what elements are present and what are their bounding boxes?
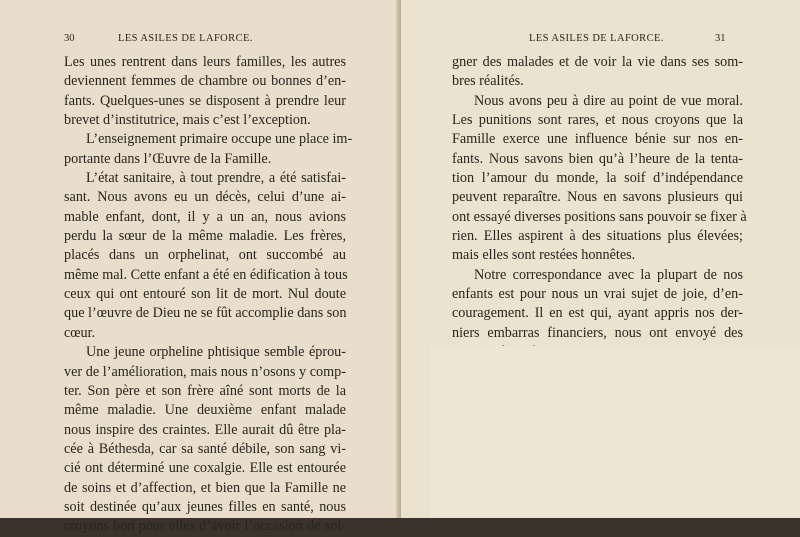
text-line: L’état sanitaire, à tout prendre, a été satisfai-: [86, 170, 346, 187]
text-line: cée à Béthesda, car sa santé débile, son sang vi-: [64, 440, 346, 457]
text-line: Les punitions sont rares, et nous croyons que la: [452, 112, 743, 129]
text-line: soit destinée qu’aux jeunes filles en santé, nous: [64, 498, 346, 515]
text-line: ceux qui ont entouré son lit de mort. Nul doute: [64, 286, 346, 303]
text-line: tion l’amour du monde, la soif d’indépendance: [452, 170, 743, 187]
text-line: peuvent reparaître. Nous en savons plusieurs qui: [452, 189, 743, 206]
body-text: [64, 53, 353, 537]
left-page: [0, 0, 399, 535]
text-line: niers embarras financiers, nous ont envoyé des: [452, 324, 743, 341]
text-line: L’enseignement primaire occupe une place im-: [86, 131, 353, 148]
text-line: Notre correspondance avec la plupart de nos: [474, 266, 743, 283]
text-line: enfants est pour nous un vrai sujet de joie, d’en-: [452, 286, 743, 303]
text-line: Nous avons peu à dire au point de vue moral.: [474, 92, 743, 109]
text-line: fants. Quelques-unes se disposent à prendre leur: [64, 92, 346, 109]
text-line: ter. Son père et son frère aîné sont morts de la: [64, 382, 346, 399]
text-line: mable enfant, dont, il y a un an, nous avions: [64, 208, 346, 225]
paper-patch: [430, 346, 800, 518]
text-line: cœur.: [64, 324, 96, 341]
text-line: nous inspire des craintes. Elle aurait dû être pla-: [64, 421, 346, 438]
text-line: de soins et d’affection, et bien que la Famille ne: [64, 479, 346, 496]
text-line: mais elles sont restées honnêtes.: [452, 247, 636, 264]
text-line: Famille exerce une influence bénie sur nos en-: [452, 131, 743, 148]
text-line: cié ont déterminé une coxalgie. Elle est entourée: [64, 460, 346, 477]
page-number: 30: [64, 33, 75, 44]
text-line: fants. Nous savons bien qu’à l’heure de la tenta-: [452, 150, 743, 167]
text-line: couragement. Il en est qui, ayant appris nos der-: [452, 305, 743, 322]
running-head: LES ASILES DE LAFORCE.: [529, 33, 664, 44]
text-line: perdu la sœur de la même maladie. Les frères,: [64, 228, 346, 245]
text-line: sant. Nous avons eu un décès, celui d’une ai-: [64, 189, 346, 206]
text-line: même mal. Cette enfant a été en édification à tous: [64, 266, 348, 283]
text-line: croyons bon pour elles d’avoir l’occasion de soi-: [64, 518, 346, 535]
text-line: Les unes rentrent dans leurs familles, les autres: [64, 54, 346, 70]
text-line: gner des malades et de voir la vie dans ses som-: [452, 54, 743, 70]
text-line: même maladie. Une deuxième enfant malade: [64, 402, 346, 419]
text-line: rien. Elles aspirent à des situations plus élevées;: [452, 228, 743, 245]
text-line: bres réalités.: [452, 73, 524, 90]
text-line: ver de l’amélioration, mais nous n’osons y comp-: [64, 363, 346, 380]
page-number: 31: [715, 33, 726, 44]
text-line: portante dans l’Œuvre de la Famille.: [64, 150, 272, 167]
text-line: placés dans un orphelinat, ont succombé au: [64, 247, 346, 264]
text-line: brevet d’institutrice, mais c’est l’exception.: [64, 112, 311, 129]
text-line: deviennent femmes de chambre ou bonnes d’en-: [64, 73, 346, 90]
running-head: LES ASILES DE LAFORCE.: [118, 33, 253, 44]
text-line: Une jeune orpheline phtisique semble éprou-: [86, 344, 346, 361]
text-line: que l’œuvre de Dieu ne se fût accomplie dans son: [64, 305, 347, 322]
text-line: ont essayé diverses positions sans pouvoir se fixer à: [452, 208, 747, 225]
